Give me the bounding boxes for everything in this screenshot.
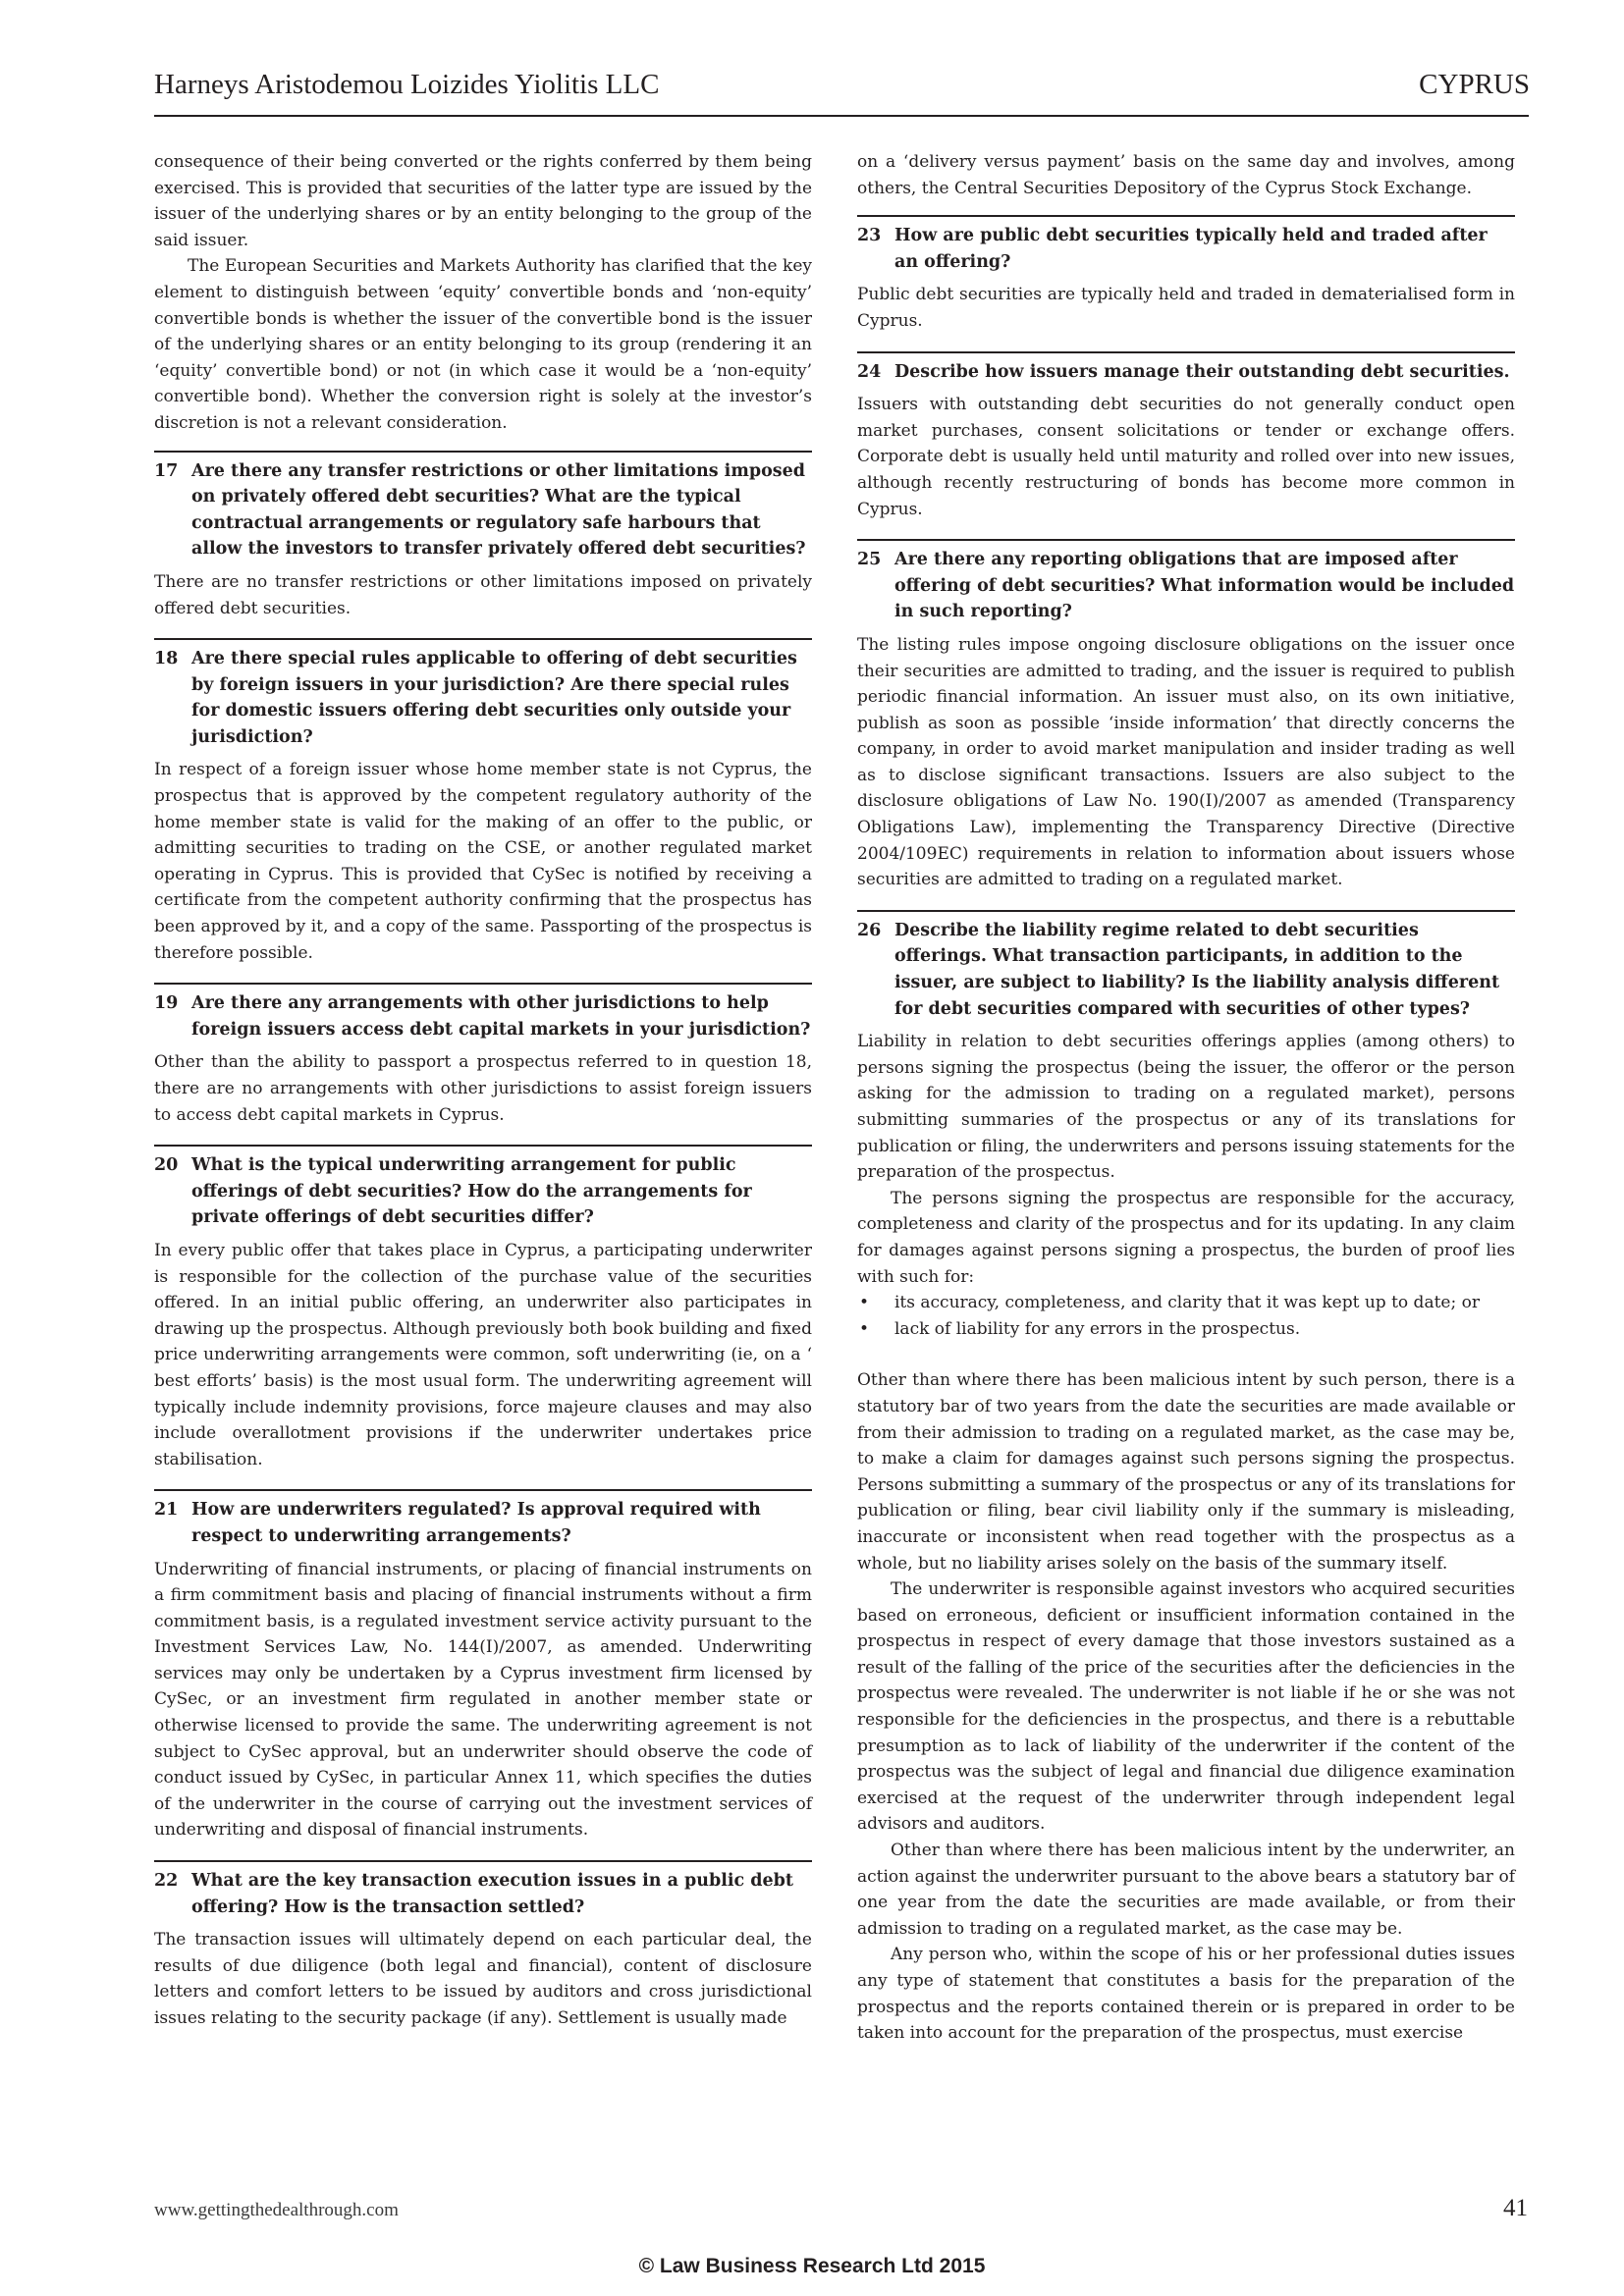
answer-24: Issuers with outstanding debt securities do not generally conduct open market purchases, consent solicitations or tender or exchange offers. Corporate debt is usually held until maturity and rolled over into new issues, although recently restructuring of bonds has become more common in Cyprus. <box>857 395 1515 519</box>
paragraph: consequence of their being converted or the rights conferred by them being exercised. This is provided that securities of the latter type are issued by the issuer of the underlying shares or by an entity belonging to the group of the said issuer. <box>154 152 812 250</box>
question-24 <box>857 351 1515 386</box>
left-column <box>154 149 812 2032</box>
right-column <box>857 149 1515 2047</box>
question-number: 17 <box>154 460 179 481</box>
answer-26-paragraph: Other than where there has been malicious intent by the underwriter, an action against the underwriter pursuant to the above bears a statutory bar of one year from the date the securities are made available, or from their admission to trading on a regulated market, as the case may be. <box>857 1841 1515 1939</box>
question-text: Describe how issuers manage their outstanding debt securities. <box>894 361 1510 382</box>
answer-17: There are no transfer restrictions or other limitations imposed on privately offered debt securities. <box>154 571 812 618</box>
footer-url: www.gettingthedealthrough.com <box>154 2200 399 2220</box>
country-name: CYPRUS <box>1419 69 1530 100</box>
question-number: 24 <box>857 361 882 382</box>
copyright-notice: © Law Business Research Ltd 2015 <box>638 2255 986 2277</box>
paragraph: The European Securities and Markets Authority has clarified that the key element to distinguish between ‘equity’ convertible bonds and ‘non-equity’ convertible bonds is whether the issuer of the convertible bond is the issuer of the underlying shares or an entity belonging to its group (rendering it an ‘equity’ convertible bond) or not (in which case it would be a ‘non-equity’ convertible bond). Whether the conversion right is solely at the investor’s discretion is not a relevant consideration. <box>154 256 812 433</box>
spacer <box>857 1342 1515 1367</box>
bullet-list <box>857 1290 1515 1342</box>
bullet-icon: • <box>859 1293 870 1313</box>
question-23 <box>857 215 1515 275</box>
answer-21: Underwriting of financial instruments, or placing of financial instruments on a firm commitment basis and placing of financial instruments without a firm commitment basis, is a regulated investment service activity pursuant to the Investment Services Law, No. 144(I)/2007, as amended. Underwriting services may only be undertaken by a Cyprus investment firm licensed by CySec, or an investment firm regulated in another member state or otherwise licensed to provide the same. The underwriting agreement is not subject to CySec approval, but an underwriter should observe the code of conduct issued by CySec, in particular Annex 11, which specifies the duties of the underwriter in the course of carrying out the investment services of underwriting and disposal of financial instruments. <box>154 1559 812 1841</box>
answer-26-paragraph: Any person who, within the scope of his or her professional duties issues any type of statement that constitutes a basis for the preparation of the prospectus and the reports contained therein or is prepared in order to be taken into account for the preparation of the prospectus, must exercise <box>857 1945 1515 2044</box>
question-text: What is the typical underwriting arrangement for public offerings of debt securities? How do the arrangements for private offerings of debt securities differ? <box>191 1155 752 1228</box>
list-item: • its accuracy, completeness, and clarity that it was kept up to date; or <box>857 1290 1515 1316</box>
question-number: 23 <box>857 226 882 246</box>
answer-18: In respect of a foreign issuer whose home member state is not Cyprus, the prospectus that is approved by the competent regulatory authority of the home member state is valid for the making of an offer to the public, or admitting securities to trading on the CSE, or another regulated market operating in Cyprus. This is provided that CySec is notified by receiving a certificate from the competent authority confirming that the prospectus has been approved by it, and a copy of the same. Passporting of the prospectus is therefore possible. <box>154 760 812 963</box>
answer-20: In every public offer that takes place in Cyprus, a participating underwriter is responsible for the collection of the purchase value of the securities offered. In an initial public offering, an underwriter also participates in drawing up the prospectus. Although previously both book building and fixed price underwriting arrangements were common, soft underwriting (ie, on a ‘ best efforts’ basis) is the most usual form. The underwriting agreement will typically include indemnity provisions, force majeure clauses and may also include overallotment provisions if the underwriter undertakes price stabilisation. <box>154 1240 812 1469</box>
question-19 <box>154 983 812 1042</box>
running-header <box>0 0 1624 118</box>
question-number: 18 <box>154 649 179 669</box>
question-18 <box>154 638 812 750</box>
question-number: 21 <box>154 1500 179 1521</box>
answer-22: The transaction issues will ultimately depend on each particular deal, the results of due diligence (both legal and financial), content of disclosure letters and comfort letters to be issued by auditors and cross jurisdictional issues relating to the security package (if any). Settlement is usually made <box>154 1930 812 2028</box>
list-item: • lack of liability for any errors in the prospectus. <box>857 1316 1515 1343</box>
firm-name: Harneys Aristodemou Loizides Yiolitis LLC <box>154 69 660 100</box>
question-number: 25 <box>857 550 882 570</box>
bullet-icon: • <box>859 1318 870 1339</box>
answer-26-paragraph: Other than where there has been malicious intent by such person, there is a statutory bar of two years from the date the securities are made available or from their admission to trading on a regulated market, as the case may be, to make a claim for damages against such persons signing the prospectus. Persons submitting a summary of the prospectus or any of its translations for publication or filing, bear civil liability only if the summary is misleading, inaccurate or inconsistent when read together with the prospectus as a whole, but no liability arises solely on the basis of the summary itself. <box>857 1370 1515 1574</box>
question-text: Are there any reporting obligations that are imposed after offering of debt securities? What information would be included in such reporting? <box>894 550 1515 622</box>
question-number: 19 <box>154 993 179 1014</box>
question-22 <box>154 1860 812 1920</box>
question-number: 22 <box>154 1871 179 1892</box>
question-text: How are public debt securities typically held and traded after an offering? <box>894 226 1488 272</box>
page-number: 41 <box>1503 2195 1528 2221</box>
question-20 <box>154 1145 812 1231</box>
answer-26-paragraph: Liability in relation to debt securities offerings applies (among others) to persons signing the prospectus (being the issuer, the offeror or the person asking for the admission to trading on a regulated market), persons submitting summaries of the prospectus or any of its translations for publication or filing, the underwriters and persons issuing statements for the preparation of the prospectus. <box>857 1032 1515 1183</box>
answer-26-paragraph: The persons signing the prospectus are responsible for the accuracy, completeness and clarity of the prospectus and for its updating. In any claim for damages against persons signing a prospectus, the burden of proof lies with such for: <box>857 1188 1515 1287</box>
question-text: Describe the liability regime related to debt securities offerings. What transaction participants, in addition to the issuer, are subject to liability? Is the liability analysis different for debt securities compared with securities of other types? <box>894 920 1500 1019</box>
question-text: Are there any arrangements with other jurisdictions to help foreign issuers access debt capital markets in your jurisdiction? <box>191 993 811 1040</box>
question-number: 20 <box>154 1155 179 1176</box>
answer-25: The listing rules impose ongoing disclosure obligations on the issuer once their securities are admitted to trading, and the issuer is required to publish periodic financial information. An issuer must also, on its own initiative, publish as soon as possible ‘inside information’ that directly concerns the company, in order to avoid market manipulation and insider trading as well as to disclose significant transactions. Issuers are also subject to the disclosure obligations of Law No. 190(I)/2007 as amended (Transparency Obligations Law), implementing the Transparency Directive (Directive 2004/109EC) requirements in relation to information about issuers whose securities are admitted to trading on a regulated market. <box>857 634 1515 890</box>
question-text: What are the key transaction execution issues in a public debt offering? How is the transaction settled? <box>191 1871 793 1917</box>
question-26 <box>857 910 1515 1022</box>
question-text: How are underwriters regulated? Is approval required with respect to underwriting arrangements? <box>191 1500 761 1546</box>
header-rule <box>154 115 1529 117</box>
answer-19: Other than the ability to passport a prospectus referred to in question 18, there are no arrangements with other jurisdictions to assist foreign issuers to access debt capital markets in Cyprus. <box>154 1052 812 1125</box>
question-number: 26 <box>857 920 882 940</box>
question-21 <box>154 1489 812 1549</box>
answer-26-paragraph: The underwriter is responsible against investors who acquired securities based on erroneous, deficient or insufficient information contained in the prospectus in respect of every damage that those investors sustained as a result of the falling of the price of the securities after the deficiencies in the prospectus were revealed. The underwriter is not liable if he or she was not responsible for the deficiencies in the prospectus, and there is a rebuttable presumption as to lack of liability of the underwriter if the content of the prospectus was the subject of legal and financial due diligence examination exercised at the request of the underwriter through independent legal advisors and auditors. <box>857 1579 1515 1835</box>
paragraph: on a ‘delivery versus payment’ basis on the same day and involves, among others, the Central Securities Depository of the Cyprus Stock Exchange. <box>857 152 1515 198</box>
question-17 <box>154 451 812 562</box>
answer-23: Public debt securities are typically held and traded in dematerialised form in Cyprus. <box>857 285 1515 331</box>
question-text: Are there special rules applicable to offering of debt securities by foreign issuers in your jurisdiction? Are there special rules for domestic issuers offering debt securities only outside your jurisdiction? <box>191 649 797 747</box>
question-25 <box>857 539 1515 625</box>
question-text: Are there any transfer restrictions or other limitations imposed on privately offered debt securities? What are the typical contractual arrangements or regulatory safe harbours that allow the investors to transfer privately offered debt securities? <box>191 460 806 560</box>
